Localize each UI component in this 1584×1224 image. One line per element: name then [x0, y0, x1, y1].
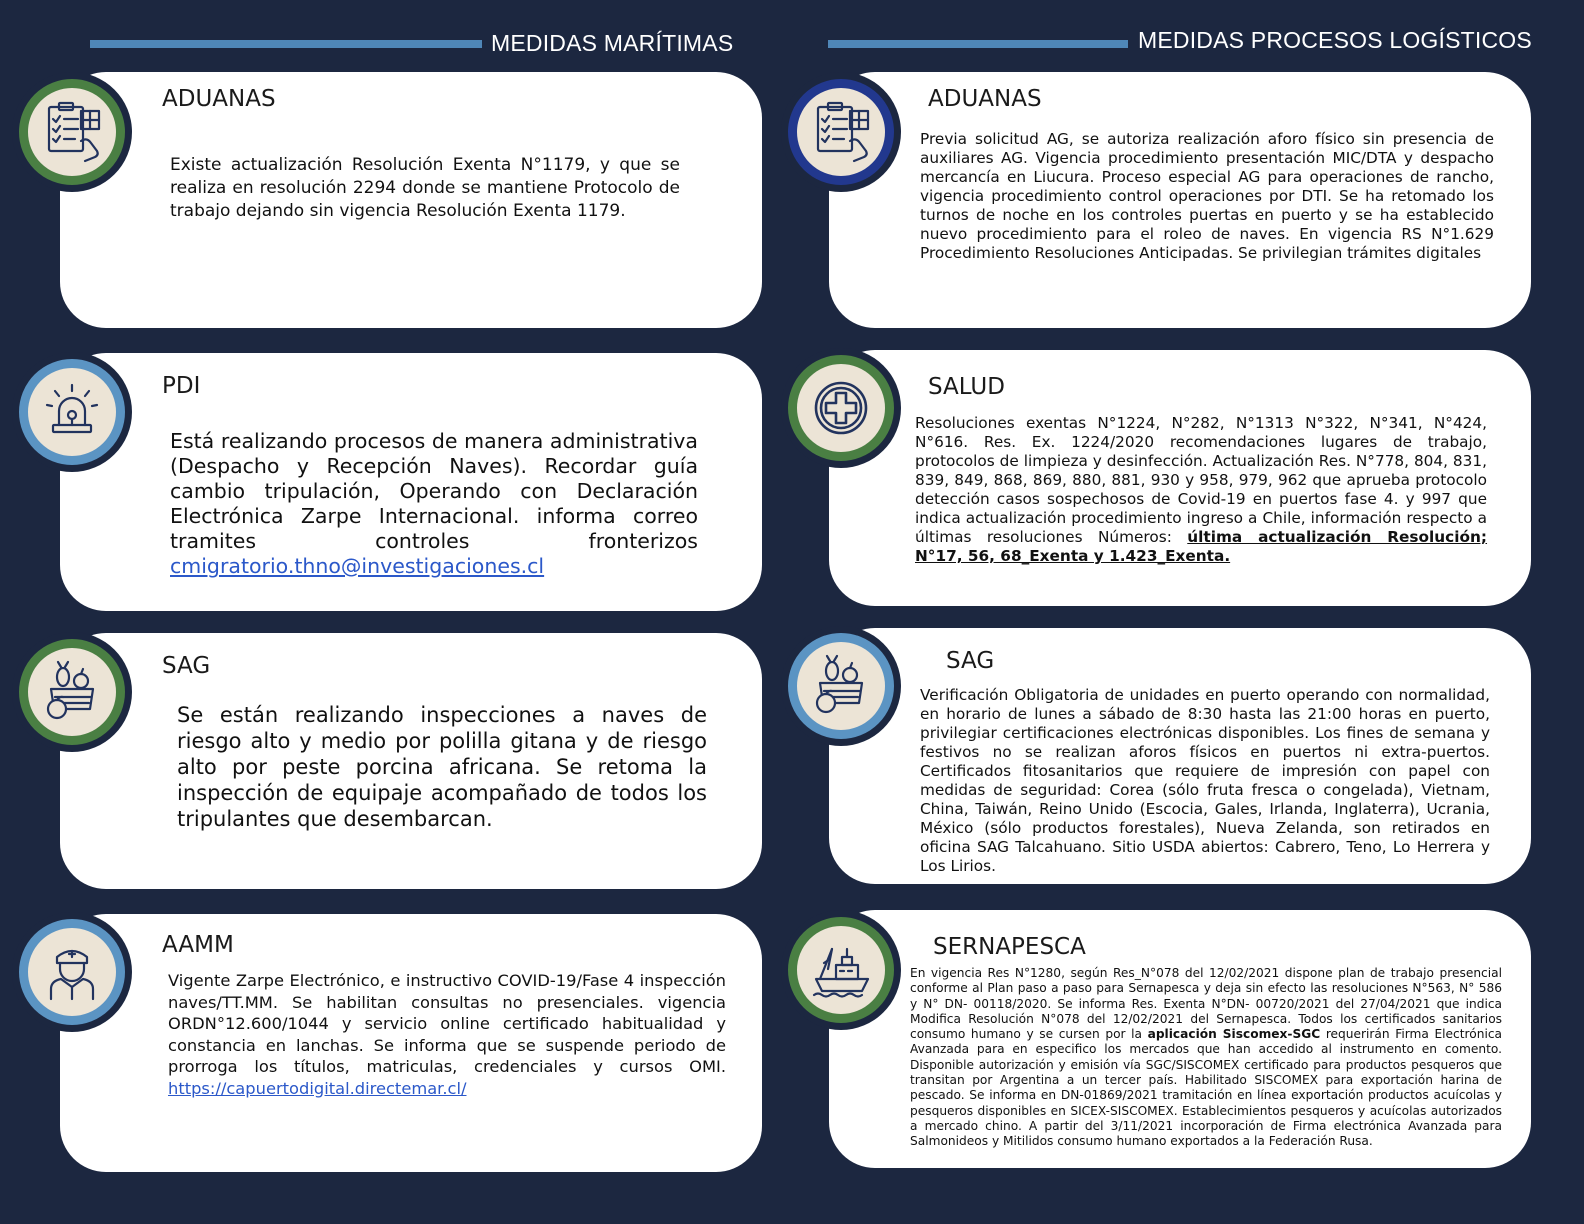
badge-sag-maritimas [12, 632, 132, 752]
left-header-title: MEDIDAS MARÍTIMAS [491, 30, 734, 56]
card-title: ADUANAS [928, 86, 1042, 112]
badge-sag-logisticos [781, 626, 901, 746]
siren-icon [37, 377, 107, 447]
url-link[interactable]: https://capuertodigital.directemar.cl/ [168, 1078, 467, 1098]
card-title: AAMM [162, 932, 234, 958]
checklist-icon [37, 97, 107, 167]
card-text [168, 970, 726, 1099]
fruit-basket-icon [37, 657, 107, 727]
medical-cross-icon [806, 373, 876, 443]
captain-icon [37, 937, 107, 1007]
card-salud [829, 350, 1531, 606]
right-header-line [828, 40, 1128, 48]
fruit-basket-icon [806, 651, 876, 721]
card-body: Está realizando procesos de manera administrativa (Despacho y Recepción Naves). Recordar guía cambio tripulación, Operando con Declaración Electrónica Zarpe Internacional. informa correo tramites controles fronterizos [170, 429, 698, 553]
bold-note: aplicación Siscomex-SGC [1147, 1027, 1321, 1042]
card-sernapesca [829, 910, 1531, 1168]
card-text: Se están realizando inspecciones a naves de riesgo alto y medio por polilla gitana y de riesgo alto por peste porcina africana. Se retoma la inspección de equipaje acompañado de todos los tripulantes que desembarcan. [177, 703, 707, 831]
left-header-line [90, 40, 482, 48]
email-link[interactable]: cmigratorio.thno@investigaciones.cl [170, 554, 545, 578]
badge-sernapesca [781, 910, 901, 1030]
card-sag-logisticos [829, 628, 1531, 884]
badge-aduanas-logisticos [781, 72, 901, 192]
fishing-boat-icon [806, 935, 876, 1005]
card-aduanas-logisticos [829, 72, 1531, 328]
card-title: PDI [162, 373, 201, 399]
card-text [910, 966, 1502, 1150]
card-body-b: requerirán Firma Electrónica Avanzada para en especifico los mercados que han accedido al instrumento en comento. Disponible autorización y emisión vía SGC/SISCOMEX certificado para productos pesqueros que transitan por Argentina a un tercer país. Habilitado SISCOMEX para exportación harina de pescado. Se informa en DN-01869/2021 tramitación en línea exportación productos acuícolas y pesqueros disponibles en SICEX-SISCOMEX. Establecimientos pesqueros y acuícolas autorizados a mercado chino. A partir del 3/11/2021 incorporación de Firma electrónica Avanzada para Salmonideos y Mitilidos consumo humano exportados a la Federación Rusa. [910, 1027, 1503, 1149]
card-body: Resoluciones exentas N°1224, N°282, N°1313 N°322, N°341, N°424, N°616. Res. Ex. 1224/2020 recomendaciones lugares de trabajo, protocolos de limpieza y desinfección. Actualización Res. N°778, 804, 831, 839, 849, 868, 869, 880, 881, 930 y 958, 979, 962 que aprueba protocolo detección casos sospechosos de Covid-19 en puertos fase 4. y 997 que indica actualización procedimiento ingreso a Chile, información respecto a últimas resoluciones Números: [915, 414, 1487, 546]
bold-note: última actualización Resolución; N°17, 56, 68_Exenta y 1.423_Exenta. [915, 528, 1488, 565]
card-text: Previa solicitud AG, se autoriza realización aforo físico sin presencia de auxiliares AG. Vigencia procedimiento presentación MIC/DTA y despacho mercancía en Liucura. Proceso especial AG para operaciones de rancho, vigencia procedimiento control operaciones por DTI. Se ha retomado los turnos de noche en los controles puertas en puerto y se ha establecido nuevo procedimiento para el roleo de naves. En vigencia RS N°1.629 Procedimiento Resoluciones Anticipadas. Se privilegian trámites digitales [920, 130, 1494, 262]
card-title: SAG [162, 653, 211, 679]
card-aduanas-maritimas [60, 72, 762, 328]
card-text: Verificación Obligatoria de unidades en puerto operando con normalidad, en horario de lunes a sábado de 8:30 hasta las 21:00 horas en puerto, privilegiar certificaciones electrónicas disponibles. Los fines de semana y festivos no se realizan aforos físicos en puertos ni extra-puertos. Certificados fitosanitarios que requiere de impresión con papel con medidas de seguridad: Corea (sólo fruta fresca o congelada), Vietnam, China, Taiwán, Reino Unido (Escocia, Gales, Irlanda, Inglaterra), Ucrania, México (sólo productos forestales), Nueva Zelanda, son retirados en oficina SAG Talcahuano. Sitio USDA abiertos: Cabrero, Teno, Lo Herrera y Los Lirios. [920, 686, 1490, 875]
card-text: Existe actualización Resolución Exenta N°1179, y que se realiza en resolución 2294 donde se mantiene Protocolo de trabajo dejando sin vigencia Resolución Exenta 1179. [170, 155, 680, 221]
checklist-icon [806, 97, 876, 167]
badge-salud [781, 348, 901, 468]
right-header-title: MEDIDAS PROCESOS LOGÍSTICOS [1138, 27, 1532, 53]
card-pdi [60, 353, 762, 611]
badge-pdi [12, 352, 132, 472]
card-text [915, 414, 1487, 566]
card-aamm [60, 914, 762, 1172]
card-text [170, 429, 698, 579]
card-title: ADUANAS [162, 86, 276, 112]
card-title: SERNAPESCA [933, 934, 1086, 960]
card-body-a: En vigencia Res N°1280, según Res_N°078 del 12/02/2021 dispone plan de trabajo presencial conforme al Plan paso a paso para Sernapesca y deja sin efecto las resoluciones N°563, N° 586 y N° DN- 00118/2020. Se informa Res. Exenta N°DN- 00720/2021 del 27/04/2021 que indica Modifica Resolución N°078 del 12/02/2021 del Sernapesca. Todos los certificados sanitarios consumo humano y se cursen por la [910, 966, 1502, 1042]
card-body: Vigente Zarpe Electrónico, e instructivo COVID-19/Fase 4 inspección naves/TT.MM. Se habilitan consultas no presenciales. vigencia ORDN°12.600/1044 y servicio online certificado habitualidad y constancia en lanchas. Se informa que se suspende periodo de prorroga los títulos, matriculas, credenciales y cursos OMI. [168, 971, 726, 1076]
card-title: SALUD [928, 374, 1005, 400]
badge-aamm [12, 912, 132, 1032]
card-sag-maritimas [60, 633, 762, 889]
badge-aduanas-maritimas [12, 72, 132, 192]
card-title: SAG [946, 648, 995, 674]
